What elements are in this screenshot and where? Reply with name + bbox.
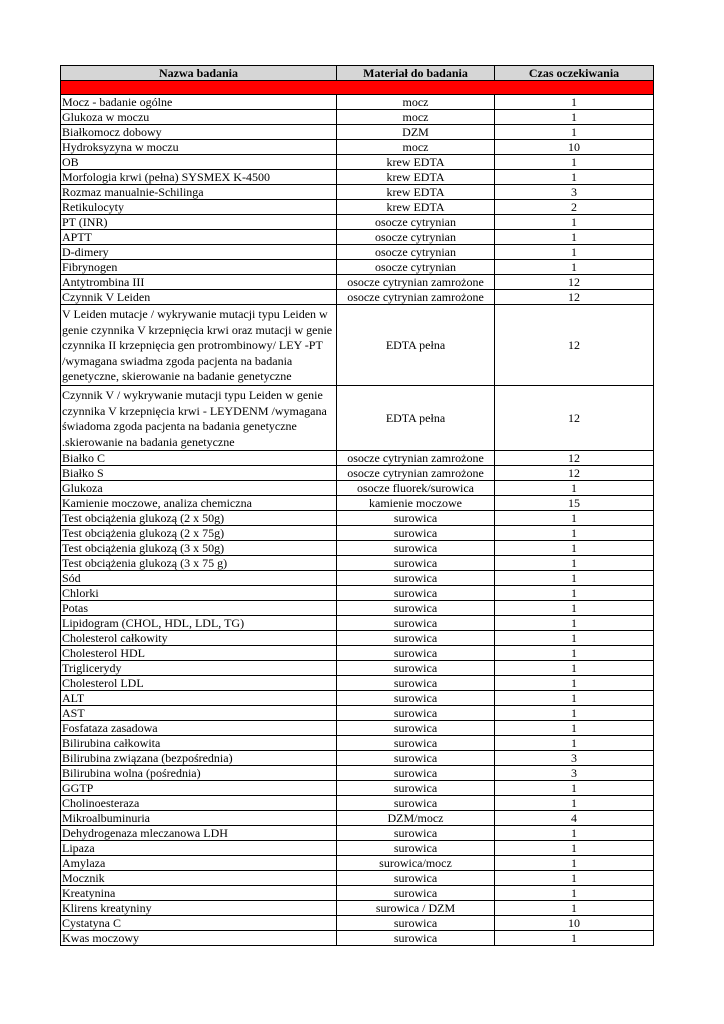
cell-waiting-time: 1 xyxy=(495,616,654,631)
cell-material: surowica xyxy=(337,541,495,556)
cell-material: surowica xyxy=(337,631,495,646)
cell-material: surowica / DZM xyxy=(337,901,495,916)
table-row xyxy=(61,556,654,571)
cell-test-name: Triglicerydy xyxy=(61,661,337,676)
cell-waiting-time: 1 xyxy=(495,931,654,946)
cell-material: osocze cytrynian zamrożone xyxy=(337,275,495,290)
cell-test-name: APTT xyxy=(61,230,337,245)
cell-material: krew EDTA xyxy=(337,170,495,185)
table-row xyxy=(61,586,654,601)
table-row xyxy=(61,871,654,886)
cell-waiting-time: 1 xyxy=(495,736,654,751)
table-row xyxy=(61,616,654,631)
cell-test-name: AST xyxy=(61,706,337,721)
cell-test-name: Cholesterol całkowity xyxy=(61,631,337,646)
cell-test-name: Hydroksyzyna w moczu xyxy=(61,140,337,155)
cell-material: surowica xyxy=(337,721,495,736)
cell-test-name: Morfologia krwi (pełna) SYSMEX K-4500 xyxy=(61,170,337,185)
cell-material: krew EDTA xyxy=(337,200,495,215)
table-row xyxy=(61,916,654,931)
cell-material: osocze fluorek/surowica xyxy=(337,481,495,496)
cell-test-name: Chlorki xyxy=(61,586,337,601)
red-divider-row xyxy=(61,81,654,95)
cell-material: surowica xyxy=(337,826,495,841)
cell-test-name: Bilirubina całkowita xyxy=(61,736,337,751)
table-body xyxy=(61,81,654,946)
cell-test-name: Antytrombina III xyxy=(61,275,337,290)
cell-test-name: GGTP xyxy=(61,781,337,796)
table-row xyxy=(61,170,654,185)
table-row xyxy=(61,230,654,245)
cell-material: surowica xyxy=(337,616,495,631)
table-row xyxy=(61,631,654,646)
cell-waiting-time: 1 xyxy=(495,155,654,170)
cell-waiting-time: 1 xyxy=(495,646,654,661)
cell-waiting-time: 1 xyxy=(495,901,654,916)
cell-waiting-time: 12 xyxy=(495,385,654,450)
cell-waiting-time: 1 xyxy=(495,841,654,856)
cell-waiting-time: 1 xyxy=(495,526,654,541)
cell-material: osocze cytrynian zamrożone xyxy=(337,466,495,481)
cell-test-name: Cholesterol LDL xyxy=(61,676,337,691)
cell-material: surowica xyxy=(337,661,495,676)
cell-waiting-time: 1 xyxy=(495,706,654,721)
cell-waiting-time: 3 xyxy=(495,185,654,200)
cell-test-name: Mikroalbuminuria xyxy=(61,811,337,826)
cell-material: surowica xyxy=(337,706,495,721)
table-row xyxy=(61,901,654,916)
cell-test-name: Czynnik V Leiden xyxy=(61,290,337,305)
table-row xyxy=(61,155,654,170)
cell-waiting-time: 15 xyxy=(495,496,654,511)
cell-material: surowica xyxy=(337,931,495,946)
cell-waiting-time: 1 xyxy=(495,586,654,601)
cell-test-name: Lipidogram (CHOL, HDL, LDL, TG) xyxy=(61,616,337,631)
cell-test-name: Test obciążenia glukozą (3 x 50g) xyxy=(61,541,337,556)
table-row xyxy=(61,466,654,481)
cell-material: surowica xyxy=(337,646,495,661)
table-row xyxy=(61,541,654,556)
table-row xyxy=(61,721,654,736)
cell-waiting-time: 1 xyxy=(495,571,654,586)
cell-material: surowica xyxy=(337,526,495,541)
cell-test-name: Sód xyxy=(61,571,337,586)
cell-waiting-time: 1 xyxy=(495,601,654,616)
cell-material: osocze cytrynian xyxy=(337,230,495,245)
table-header-row xyxy=(61,66,654,81)
cell-test-name: Mocz - badanie ogólne xyxy=(61,95,337,110)
cell-test-name: Białko C xyxy=(61,451,337,466)
header-test-name: Nazwa badania xyxy=(61,66,337,81)
table-row xyxy=(61,110,654,125)
table-row xyxy=(61,290,654,305)
cell-test-name: Mocznik xyxy=(61,871,337,886)
cell-waiting-time: 4 xyxy=(495,811,654,826)
cell-material: surowica xyxy=(337,601,495,616)
cell-material: EDTA pełna xyxy=(337,385,495,450)
table-row xyxy=(61,385,654,450)
cell-material: surowica xyxy=(337,751,495,766)
cell-waiting-time: 1 xyxy=(495,541,654,556)
table-row xyxy=(61,526,654,541)
cell-material: surowica xyxy=(337,871,495,886)
cell-test-name: V Leiden mutacje / wykrywanie mutacji typu Leiden w genie czynnika V krzepnięcia krwi oraz mutacji w genie czynnika II krzepnięcia gen protrombinowy/ LEY -PT /wymagana swiadma zgoda pacjenta na badania genetyczne, skierowanie na badanie genetyczne xyxy=(61,305,337,386)
table-row xyxy=(61,661,654,676)
cell-waiting-time: 1 xyxy=(495,481,654,496)
table-row xyxy=(61,601,654,616)
cell-waiting-time: 1 xyxy=(495,676,654,691)
red-divider xyxy=(61,81,654,95)
cell-test-name: Dehydrogenaza mleczanowa LDH xyxy=(61,826,337,841)
cell-waiting-time: 12 xyxy=(495,305,654,386)
cell-waiting-time: 1 xyxy=(495,886,654,901)
table-row xyxy=(61,796,654,811)
table-row xyxy=(61,766,654,781)
cell-test-name: PT (INR) xyxy=(61,215,337,230)
cell-waiting-time: 12 xyxy=(495,290,654,305)
table-row xyxy=(61,200,654,215)
document-page xyxy=(60,65,653,946)
cell-test-name: OB xyxy=(61,155,337,170)
cell-waiting-time: 1 xyxy=(495,95,654,110)
cell-waiting-time: 12 xyxy=(495,451,654,466)
table-row xyxy=(61,676,654,691)
cell-test-name: Czynnik V / wykrywanie mutacji typu Leiden w genie czynnika V krzepnięcia krwi - LEYDENM /wymagana świadoma zgoda pacjenta na badania genetyczne .skierowanie na badania genetyczne xyxy=(61,385,337,450)
cell-waiting-time: 10 xyxy=(495,916,654,931)
cell-material: mocz xyxy=(337,95,495,110)
cell-test-name: Test obciążenia glukozą (2 x 50g) xyxy=(61,511,337,526)
cell-waiting-time: 1 xyxy=(495,556,654,571)
cell-waiting-time: 3 xyxy=(495,751,654,766)
cell-test-name: Amylaza xyxy=(61,856,337,871)
cell-material: osocze cytrynian xyxy=(337,260,495,275)
cell-waiting-time: 1 xyxy=(495,215,654,230)
table-row xyxy=(61,706,654,721)
cell-test-name: Glukoza w moczu xyxy=(61,110,337,125)
cell-waiting-time: 1 xyxy=(495,631,654,646)
cell-test-name: Rozmaz manualnie-Schilinga xyxy=(61,185,337,200)
cell-material: surowica xyxy=(337,841,495,856)
cell-waiting-time: 3 xyxy=(495,766,654,781)
cell-material: surowica xyxy=(337,511,495,526)
cell-waiting-time: 1 xyxy=(495,230,654,245)
cell-material: osocze cytrynian xyxy=(337,245,495,260)
cell-material: osocze cytrynian zamrożone xyxy=(337,290,495,305)
cell-test-name: Potas xyxy=(61,601,337,616)
cell-waiting-time: 1 xyxy=(495,856,654,871)
table-row xyxy=(61,886,654,901)
cell-waiting-time: 1 xyxy=(495,170,654,185)
table-row xyxy=(61,811,654,826)
cell-material: surowica xyxy=(337,556,495,571)
cell-material: surowica xyxy=(337,781,495,796)
cell-waiting-time: 1 xyxy=(495,260,654,275)
cell-test-name: Białkomocz dobowy xyxy=(61,125,337,140)
cell-material: mocz xyxy=(337,110,495,125)
cell-material: surowica xyxy=(337,676,495,691)
cell-waiting-time: 12 xyxy=(495,466,654,481)
cell-material: surowica xyxy=(337,586,495,601)
cell-waiting-time: 1 xyxy=(495,691,654,706)
cell-waiting-time: 2 xyxy=(495,200,654,215)
table-row xyxy=(61,140,654,155)
cell-material: surowica xyxy=(337,766,495,781)
table-row xyxy=(61,245,654,260)
cell-material: osocze cytrynian xyxy=(337,215,495,230)
table-row xyxy=(61,275,654,290)
cell-waiting-time: 1 xyxy=(495,511,654,526)
table-row xyxy=(61,305,654,386)
cell-waiting-time: 1 xyxy=(495,781,654,796)
table-row xyxy=(61,691,654,706)
table-row xyxy=(61,260,654,275)
cell-test-name: Klirens kreatyniny xyxy=(61,901,337,916)
table-row xyxy=(61,185,654,200)
cell-material: surowica xyxy=(337,916,495,931)
cell-material: kamienie moczowe xyxy=(337,496,495,511)
table-row xyxy=(61,856,654,871)
cell-test-name: Test obciążenia glukozą (2 x 75g) xyxy=(61,526,337,541)
cell-material: surowica xyxy=(337,571,495,586)
cell-test-name: Fibrynogen xyxy=(61,260,337,275)
cell-waiting-time: 1 xyxy=(495,125,654,140)
cell-waiting-time: 12 xyxy=(495,275,654,290)
cell-material: krew EDTA xyxy=(337,185,495,200)
cell-material: surowica/mocz xyxy=(337,856,495,871)
cell-waiting-time: 1 xyxy=(495,826,654,841)
cell-test-name: Lipaza xyxy=(61,841,337,856)
cell-material: DZM xyxy=(337,125,495,140)
table-row xyxy=(61,215,654,230)
cell-test-name: Białko S xyxy=(61,466,337,481)
table-row xyxy=(61,451,654,466)
table-row xyxy=(61,511,654,526)
cell-waiting-time: 10 xyxy=(495,140,654,155)
table-row xyxy=(61,646,654,661)
cell-waiting-time: 1 xyxy=(495,661,654,676)
cell-test-name: Kreatynina xyxy=(61,886,337,901)
table-row xyxy=(61,571,654,586)
cell-material: surowica xyxy=(337,886,495,901)
table-row xyxy=(61,751,654,766)
cell-test-name: Cholinoesteraza xyxy=(61,796,337,811)
table-row xyxy=(61,496,654,511)
table-row xyxy=(61,95,654,110)
table-row xyxy=(61,481,654,496)
cell-material: surowica xyxy=(337,736,495,751)
cell-waiting-time: 1 xyxy=(495,871,654,886)
cell-material: mocz xyxy=(337,140,495,155)
cell-test-name: Bilirubina wolna (pośrednia) xyxy=(61,766,337,781)
cell-waiting-time: 1 xyxy=(495,110,654,125)
cell-material: krew EDTA xyxy=(337,155,495,170)
test-table xyxy=(60,65,654,946)
header-waiting-time: Czas oczekiwania xyxy=(495,66,654,81)
table-row xyxy=(61,931,654,946)
cell-material: DZM/mocz xyxy=(337,811,495,826)
cell-test-name: Cholesterol HDL xyxy=(61,646,337,661)
cell-test-name: Fosfataza zasadowa xyxy=(61,721,337,736)
cell-material: osocze cytrynian zamrożone xyxy=(337,451,495,466)
table-row xyxy=(61,125,654,140)
cell-test-name: Retikulocyty xyxy=(61,200,337,215)
cell-waiting-time: 1 xyxy=(495,721,654,736)
cell-test-name: Bilirubina związana (bezpośrednia) xyxy=(61,751,337,766)
cell-test-name: D-dimery xyxy=(61,245,337,260)
cell-waiting-time: 1 xyxy=(495,245,654,260)
cell-material: EDTA pełna xyxy=(337,305,495,386)
cell-test-name: Kwas moczowy xyxy=(61,931,337,946)
cell-test-name: Cystatyna C xyxy=(61,916,337,931)
cell-waiting-time: 1 xyxy=(495,796,654,811)
header-material: Materiał do badania xyxy=(337,66,495,81)
cell-test-name: Kamienie moczowe, analiza chemiczna xyxy=(61,496,337,511)
table-row xyxy=(61,781,654,796)
cell-material: surowica xyxy=(337,796,495,811)
table-row xyxy=(61,826,654,841)
table-row xyxy=(61,736,654,751)
cell-test-name: Glukoza xyxy=(61,481,337,496)
cell-material: surowica xyxy=(337,691,495,706)
table-row xyxy=(61,841,654,856)
cell-test-name: Test obciążenia glukozą (3 x 75 g) xyxy=(61,556,337,571)
cell-test-name: ALT xyxy=(61,691,337,706)
